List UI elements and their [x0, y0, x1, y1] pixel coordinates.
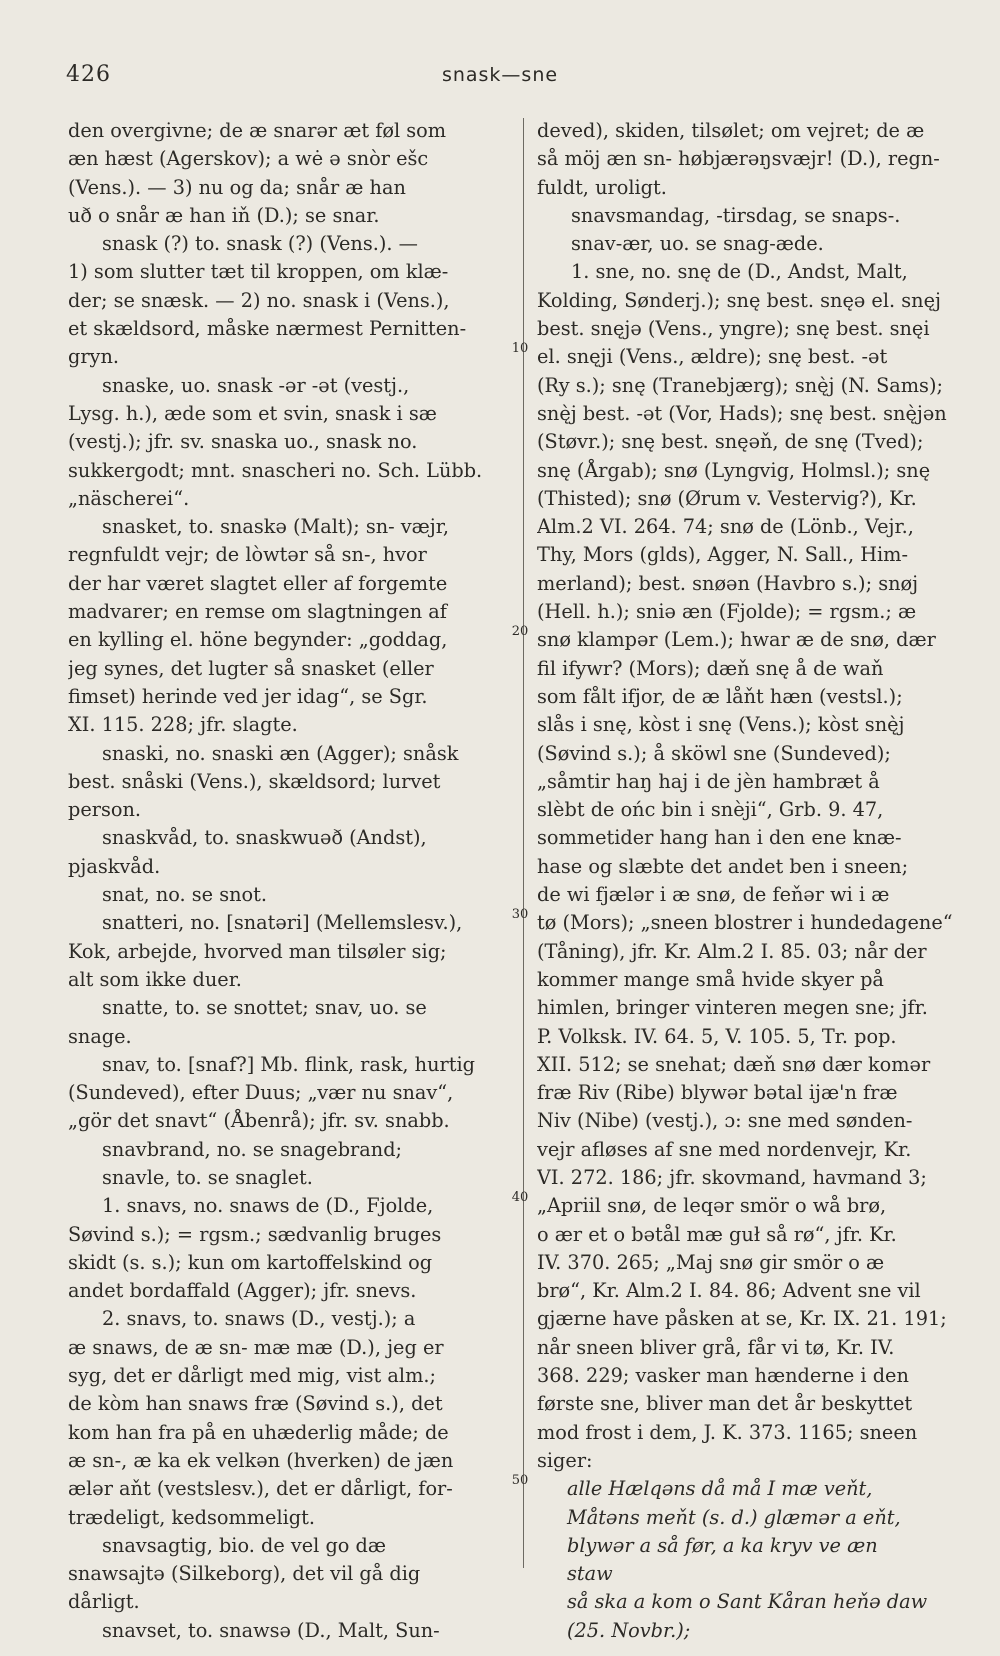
- text-line: tø (Mors); „sneen blostrer i hundedagene“: [537, 911, 953, 935]
- text-line: mod frost i dem, J. K. 373. 1165; sneen: [537, 1420, 918, 1444]
- left-column: [68, 117, 504, 1645]
- text-line: alt som ikke duer.: [68, 967, 242, 991]
- text-line: deved), skiden, tilsølet; om vejret; de æ: [537, 119, 925, 142]
- text-line: el. snęji (Vens., ældre); snę best. -ət: [537, 345, 888, 369]
- text-line: der; se snæsk. — 2) no. snask i (Vens.),: [68, 288, 450, 312]
- text-line: fuldt, uroligt.: [537, 175, 667, 199]
- text-line: alle Hælqəns då må I mæ veňt,: [567, 1477, 873, 1501]
- text-line: jeg synes, det lugter så snasket (eller: [68, 656, 434, 680]
- text-line: gjærne have påsken at se, Kr. IX. 21. 191;: [537, 1307, 947, 1331]
- text-line: (Hell. h.); sniə æn (Fjolde); = rgsm.; æ: [537, 600, 917, 624]
- text-line: (Ry s.); snę (Tranebjærg); snę̀j (N. Sams);: [537, 373, 943, 397]
- line-number: 50: [511, 1473, 529, 1488]
- text-line: æ sn-, æ ka ek velkən (hverken) de jæn: [68, 1448, 454, 1472]
- text-line: skidt (s. s.); kun om kartoffelskind og: [68, 1250, 433, 1274]
- text-line: Lysg. h.), æde som et svin, snask i sæ: [68, 401, 437, 425]
- text-line: snatte, to. se snottet; snav, uo. se: [102, 996, 427, 1020]
- text-line: siger:: [537, 1448, 593, 1472]
- text-line: slås i snę, kòst i snę (Vens.); kòst snę̀j: [537, 713, 905, 737]
- text-line: snav-ær, uo. se snag-æde.: [571, 232, 824, 256]
- right-column: [537, 117, 963, 1645]
- text-line: XII. 512; se snehat; dæň snø dær komər: [537, 1052, 931, 1076]
- text-line: snavset, to. snawsə (D., Malt, Sun-: [102, 1618, 440, 1642]
- line-number: 30: [511, 907, 529, 922]
- text-line: Thy, Mors (glds), Agger, N. Sall., Him-: [537, 543, 908, 567]
- text-line: snask (?) to. snask (?) (Vens.). —: [102, 232, 418, 256]
- text-line: et skældsord, måske nærmest Pernitten-: [68, 317, 467, 341]
- text-line: person.: [68, 798, 142, 822]
- text-line: „näscherei“.: [68, 486, 190, 510]
- text-line: æ snaws, de æ sn- mæ mæ (D.), jeg er: [68, 1335, 444, 1359]
- line-number: 20: [511, 624, 529, 639]
- text-line: syg, det er dårligt med mig, vist alm.;: [68, 1364, 437, 1388]
- text-line: snę̀j best. -ət (Vor, Hads); snę best. snę̀jən: [537, 401, 947, 425]
- text-line: Måtəns meňt (s. d.) glæmər a eňt,: [567, 1505, 901, 1529]
- text-line: (Tåning), jfr. Kr. Alm.2 I. 85. 03; når der: [537, 939, 927, 963]
- text-line: „såmtir haŋ haj i de jèn hambræt å: [537, 769, 880, 793]
- text-line: snaski, no. snaski æn (Agger); snåsk: [102, 741, 459, 765]
- text-line: brø“, Kr. Alm.2 I. 84. 86; Advent sne vil: [537, 1279, 921, 1303]
- text-line: den overgivne; de æ snarər æt føl som: [68, 119, 447, 142]
- text-line: snatteri, no. [snatəri] (Mellemslesv.),: [102, 911, 463, 935]
- text-line: snat, no. se snot.: [102, 883, 267, 907]
- text-line: kom han fra på en uhæderlig måde; de: [68, 1420, 449, 1444]
- text-line: 2. snavs, to. snaws (D., vestj.); a: [102, 1307, 416, 1331]
- text-line: snavbrand, no. se snagebrand;: [102, 1137, 403, 1161]
- text-line: som fålt ifjor, de æ låňt hæn (vestsl.);: [537, 684, 903, 708]
- line-number: 40: [511, 1190, 529, 1205]
- text-line: fil ifywr? (Mors); dæň snę å de waň: [537, 656, 884, 680]
- text-line: (Thisted); snø (Ørum v. Vestervig?), Kr.: [537, 486, 917, 510]
- text-line: snaskvåd, to. snaskwuəð (Andst),: [102, 826, 427, 850]
- text-line: fimset) herinde ved jer idag“, se Sgr.: [68, 684, 428, 708]
- text-line: når sneen bliver grå, får vi tø, Kr. IV.: [537, 1335, 895, 1359]
- text-line: snage.: [68, 1024, 132, 1048]
- text-line: snavsagtig, bio. de vel go dæ: [102, 1533, 387, 1557]
- text-line: æn hæst (Agerskov); a wė ə snòr ešc: [68, 147, 429, 171]
- column-divider: [523, 118, 524, 1568]
- text-line: trædeligt, kedsommeligt.: [68, 1505, 315, 1529]
- text-line: ælər aňt (vestslesv.), det er dårligt, for-: [68, 1477, 453, 1501]
- text-line: 1. snavs, no. snaws de (D., Fjolde,: [102, 1194, 434, 1218]
- text-line: sukkergodt; mnt. snascheri no. Sch. Lübb.: [68, 458, 483, 482]
- text-line: VI. 272. 186; jfr. skovmand, havmand 3;: [537, 1165, 927, 1189]
- text-line: pjaskvåd.: [68, 854, 161, 878]
- text-line: 1. sne, no. snę de (D., Andst, Malt,: [571, 260, 908, 284]
- text-line: staw: [567, 1562, 613, 1586]
- text-line: vejr afløses af sne med nordenvejr, Kr.: [537, 1137, 912, 1161]
- text-line: snavle, to. se snaglet.: [102, 1165, 313, 1189]
- text-line: Alm.2 VI. 264. 74; snø de (Lönb., Vejr.,: [537, 515, 914, 539]
- text-line: o ær et o bətål mæ guł så rø“, jfr. Kr.: [537, 1222, 897, 1246]
- text-line: (Sundeved), efter Duus; „vær nu snav“,: [68, 1081, 454, 1105]
- text-line: 1) som slutter tæt til kroppen, om klæ-: [68, 260, 449, 284]
- text-line: (Støvr.); snę best. snęəň, de snę (Tved);: [537, 430, 924, 454]
- text-line: så ska a kom o Sant Kåran heňə daw: [567, 1590, 928, 1614]
- text-line: kommer mange små hvide skyer på: [537, 967, 884, 991]
- text-line: himlen, bringer vinteren megen sne; jfr.: [537, 996, 928, 1020]
- text-line: IV. 370. 265; „Maj snø gir smör o æ: [537, 1250, 885, 1274]
- text-line: snø klampər (Lem.); hwar æ de snø, dær: [537, 628, 936, 652]
- text-line: (Vens.). — 3) nu og da; snår æ han: [68, 175, 406, 199]
- text-line: snavsmandag, -tirsdag, se snaps-.: [571, 203, 901, 227]
- text-line: regnfuldt vejr; de lòwtər så sn-, hvor: [68, 543, 427, 567]
- running-head: snask—sne: [441, 64, 559, 86]
- text-line: „Apriil snø, de leqər smör o wå brø,: [537, 1194, 887, 1218]
- text-line: (Søvind s.); å sköwl sne (Sundeved);: [537, 741, 891, 765]
- text-line: Kok, arbejde, hvorved man tilsøler sig;: [68, 939, 447, 963]
- text-line: P. Volksk. IV. 64. 5, V. 105. 5, Tr. pop.: [537, 1024, 897, 1048]
- text-line: andet bordaffald (Agger); jfr. snevs.: [68, 1279, 417, 1303]
- text-line: så möj æn sn- høbjærəŋsvæjr! (D.), regn-: [537, 147, 940, 171]
- text-line: best. snęjə (Vens., yngre); snę best. snęi: [537, 317, 930, 341]
- text-line: Kolding, Sønderj.); snę best. snęə el. snęj: [537, 288, 941, 312]
- text-line: „gör det snavt“ (Åbenrå); jfr. sv. snabb.: [68, 1109, 450, 1133]
- text-line: slèbt de ońc bin i snèji“, Grb. 9. 47,: [537, 798, 884, 822]
- text-line: snę (Årgab); snø (Lyngvig, Holmsl.); snę: [537, 458, 931, 482]
- line-number: 10: [511, 341, 529, 356]
- text-line: gryn.: [68, 345, 119, 369]
- text-line: 368. 229; vasker man hænderne i den: [537, 1364, 909, 1388]
- text-line: best. snåski (Vens.), skældsord; lurvet: [68, 769, 441, 793]
- text-line: Søvind s.); = rgsm.; sædvanlig bruges: [68, 1222, 442, 1246]
- text-line: Niv (Nibe) (vestj.), ɔ: sne med sønden-: [537, 1109, 913, 1133]
- text-line: sommetider hang han i den ene knæ-: [537, 826, 902, 850]
- text-line: snaske, uo. snask -ər -ət (vestj.,: [102, 373, 410, 397]
- text-line: (25. Novbr.);: [567, 1618, 691, 1642]
- text-line: snav, to. [snaf?] Mb. flink, rask, hurtig: [102, 1052, 475, 1076]
- text-line: der har været slagtet eller af forgemte: [68, 571, 448, 595]
- text-line: (vestj.); jfr. sv. snaska uo., snask no.: [68, 430, 418, 454]
- text-line: merland); best. snøən (Havbro s.); snøj: [537, 571, 919, 595]
- text-line: en kylling el. höne begynder: „goddag,: [68, 628, 448, 652]
- text-line: dårligt.: [68, 1590, 140, 1614]
- text-line: uð o snår æ han iň (D.); se snar.: [68, 203, 380, 227]
- text-line: hase og slæbte det andet ben i sneen;: [537, 854, 909, 878]
- text-line: første sne, bliver man det år beskyttet: [537, 1392, 913, 1416]
- text-line: fræ Riv (Ribe) blywər bətal ijæ'n fræ: [537, 1081, 898, 1105]
- page-number: 426: [66, 62, 111, 87]
- text-line: de wi fjælər i æ snø, de feňər wi i æ: [537, 883, 890, 907]
- text-line: snasket, to. snaskə (Malt); sn- væjr,: [102, 515, 450, 539]
- text-line: de kòm han snaws fræ (Søvind s.), det: [68, 1392, 443, 1416]
- text-line: snawsajtə (Silkeborg), det vil gå dig: [68, 1562, 421, 1586]
- text-line: XI. 115. 228; jfr. slagte.: [68, 713, 298, 737]
- text-line: blywər a så før, a ka kryv ve æn: [567, 1533, 878, 1557]
- text-line: madvarer; en remse om slagtningen af: [68, 600, 447, 624]
